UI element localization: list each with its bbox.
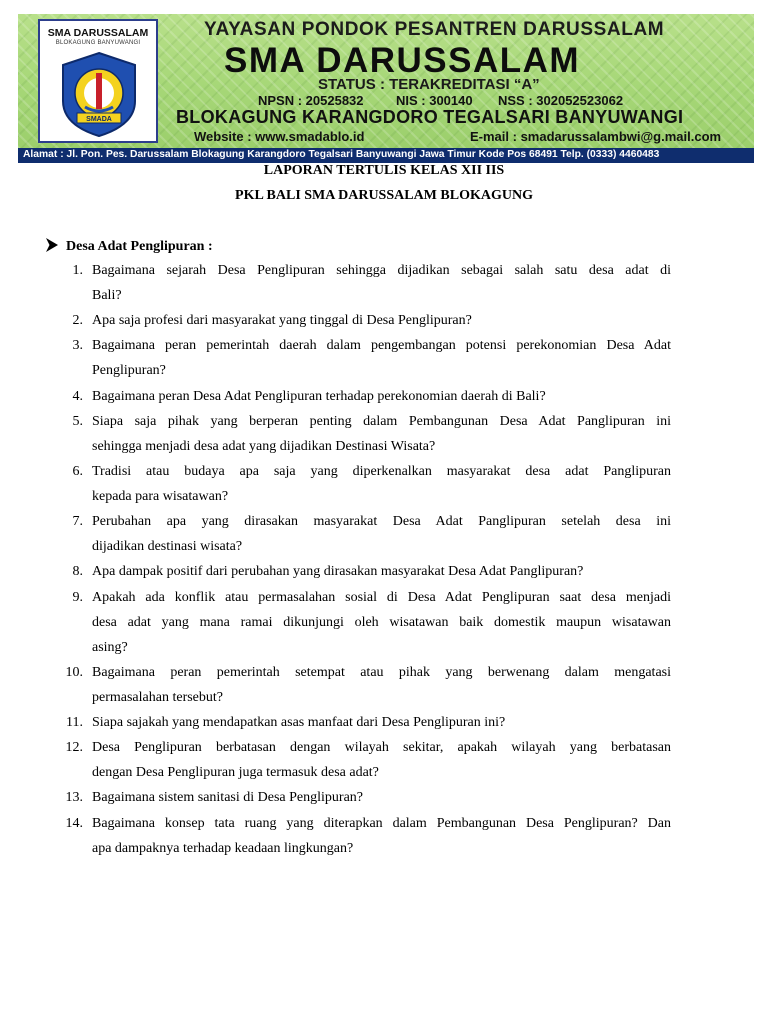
question-number: 1.: [72, 263, 83, 278]
accreditation-status: STATUS : TERAKREDITASI “A”: [318, 76, 540, 93]
question-number: 2.: [72, 313, 83, 329]
question-number: 8.: [72, 564, 83, 580]
question-number: 9.: [72, 589, 83, 605]
school-emblem-icon: [55, 49, 143, 139]
question-text-line: Perubahan apa yang dirasakan masyarakat Desa Adat Panglipuran setelah desa ini: [92, 514, 671, 530]
question-number: 13.: [65, 790, 83, 806]
question-number: 6.: [72, 464, 83, 479]
npsn-number: NPSN : 20525832: [258, 93, 364, 108]
question-number: 4.: [72, 388, 83, 404]
school-email: E-mail : smadarussalambwi@g.mail.com: [470, 129, 722, 144]
question-text-line: Desa Penglipuran berbatasan dengan wilayah sekitar, apakah wilayah yang berbatasan: [92, 740, 671, 756]
question-number: 7.: [72, 514, 83, 530]
logo-ribbon-text: SMADA: [86, 116, 112, 123]
question-text-line: Siapa sajakah yang mendapatkan asas manfaat dari Desa Penglipuran ini?: [92, 715, 506, 730]
question-text-line: kepada para wisatawan?: [92, 489, 229, 504]
question-text-line: asing?: [92, 639, 128, 655]
letterhead: [18, 14, 754, 164]
question-text-line: Apakah ada konflik atau permasalahan sosial di Desa Adat Penglipuran saat desa menjadi: [92, 589, 671, 605]
question-number: 14.: [65, 815, 83, 831]
question-number: 5.: [72, 413, 83, 429]
question-text-line: dengan Desa Penglipuran juga termasuk desa adat?: [92, 765, 379, 781]
nis-number: NIS : 300140: [396, 93, 473, 108]
question-text-line: Siapa saja pihak yang berperan penting dalam Pembangunan Desa Adat Panglipuran ini: [92, 413, 671, 429]
section-heading-text: Desa Adat Penglipuran :: [66, 239, 213, 254]
school-logo: [38, 19, 158, 143]
foundation-name: YAYASAN PONDOK PESANTREN DARUSSALAM: [204, 19, 665, 40]
section-heading: [46, 238, 213, 255]
question-text-line: desa adat yang mana ramai dikunjungi oleh wisatawan baik domestik maupun wisatawan: [92, 614, 671, 630]
nss-number: NSS : 302052523062: [498, 93, 624, 108]
question-text-line: apa dampaknya terhadap keadaan lingkungan?: [92, 840, 354, 856]
question-text-line: Bali?: [92, 288, 122, 303]
question-number: 10.: [65, 664, 83, 680]
question-text-line: Bagaimana peran pemerintah daerah dalam pengembangan potensi perekonomian Desa Adat: [92, 338, 671, 354]
school-address: Alamat : Jl. Pon. Pes. Darussalam Blokagung Karangdoro Tegalsari Banyuwangi Jawa Timur Kode Pos 68491 Telp. (0333) 4460483: [23, 149, 660, 160]
document-subtitle: PKL BALI SMA DARUSSALAM BLOKAGUNG: [235, 188, 533, 203]
letterhead-banner: [18, 14, 754, 148]
arrowhead-bullet-icon: [46, 238, 58, 252]
question-text-line: Bagaimana sistem sanitasi di Desa Penglipuran?: [92, 790, 363, 806]
address-bar: [18, 148, 754, 163]
question-text-line: Penglipuran?: [92, 363, 166, 379]
question-text-line: Apa dampak positif dari perubahan yang dirasakan masyarakat Desa Adat Panglipuran?: [92, 564, 584, 580]
question-text-line: dijadikan destinasi wisata?: [92, 539, 243, 555]
question-text-line: Bagaimana peran pemerintah setempat atau pihak yang berwenang dalam mengatasi: [92, 664, 671, 680]
logo-location: BLOKAGUNG BANYUWANGI: [55, 40, 141, 46]
question-text-line: sehingga menjadi desa adat yang dijadikan Destinasi Wisata?: [92, 438, 436, 454]
question-text-line: Bagaimana peran Desa Adat Penglipuran terhadap perekonomian daerah di Bali?: [92, 388, 546, 404]
question-number: 3.: [72, 338, 83, 354]
question-text-line: permasalahan tersebut?: [92, 689, 223, 705]
question-text-line: Apa saja profesi dari masyarakat yang tinggal di Desa Penglipuran?: [92, 313, 472, 329]
school-website: Website : www.smadablo.id: [194, 129, 365, 144]
question-text-line: Tradisi atau budaya apa saja yang diperkenalkan masyarakat desa adat Panglipuran: [92, 464, 671, 479]
logo-school-name: SMA DARUSSALAM: [47, 27, 149, 39]
question-number: 12.: [65, 740, 83, 756]
school-name: SMA DARUSSALAM: [224, 41, 581, 80]
document-title: LAPORAN TERTULIS KELAS XII IIS: [263, 163, 505, 178]
school-location: BLOKAGUNG KARANGDORO TEGALSARI BANYUWANGI: [176, 107, 684, 127]
question-text-line: Bagaimana sejarah Desa Penglipuran sehingga dijadikan sebagai salah satu desa adat di: [92, 263, 671, 278]
question-text-line: Bagaimana konsep tata ruang yang diterapkan dalam Pembangunan Desa Penglipuran? Dan: [92, 815, 671, 831]
question-number: 11.: [66, 715, 83, 730]
